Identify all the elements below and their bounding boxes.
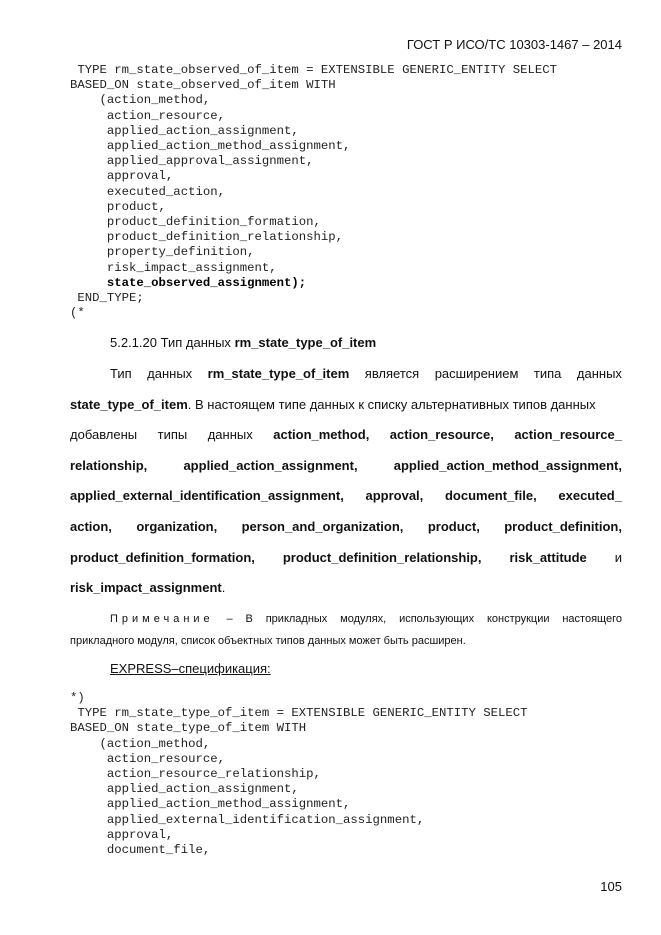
word: данных bbox=[147, 366, 193, 381]
word: risk_attitude bbox=[509, 549, 587, 565]
word: applied_action_method_assignment, bbox=[393, 457, 622, 473]
express-code-block-1 bbox=[70, 63, 557, 321]
code-line: TYPE rm_state_type_of_item = EXTENSIBLE GENERIC_ENTITY SELECT bbox=[70, 706, 528, 721]
word: конструкции bbox=[486, 613, 550, 625]
paragraph-line bbox=[70, 573, 622, 604]
code-line: applied_action_method_assignment, bbox=[70, 139, 351, 154]
word: . bbox=[221, 580, 226, 596]
word: является bbox=[364, 366, 420, 381]
code-line: TYPE rm_state_observed_of_item = EXTENSIBLE GENERIC_ENTITY SELECT bbox=[70, 63, 558, 77]
paragraph-line bbox=[70, 420, 622, 451]
word: модулях, bbox=[340, 613, 387, 625]
text-run: . В настоящем типе данных к списку альтернативных типов данных bbox=[187, 396, 596, 412]
code-line: (action_method, bbox=[70, 93, 211, 108]
code-line: BASED_ON state_observed_of_item WITH bbox=[70, 78, 336, 93]
code-line: risk_impact_assignment, bbox=[70, 260, 277, 275]
word: прикладных bbox=[265, 613, 328, 625]
word: person_and_organization, bbox=[241, 518, 404, 534]
word: action_resource_ bbox=[514, 427, 622, 443]
code-line: state_observed_assignment); bbox=[70, 275, 307, 290]
word: и bbox=[614, 549, 622, 565]
word: добавлены bbox=[70, 427, 138, 443]
word: product, bbox=[427, 518, 480, 534]
word: action_resource, bbox=[389, 427, 494, 443]
code-line: product_definition_formation, bbox=[70, 215, 321, 230]
code-line: applied_external_identification_assignment, bbox=[70, 812, 425, 827]
code-line: applied_action_method_assignment, bbox=[70, 797, 351, 812]
note-label: Примечание bbox=[110, 613, 214, 625]
express-code-block-2 bbox=[70, 691, 528, 858]
section-number: 5.2.1.20 bbox=[110, 335, 157, 350]
word: типа bbox=[533, 366, 562, 381]
note-line bbox=[70, 630, 622, 652]
note-line bbox=[70, 608, 622, 630]
note-text: прикладного модуля, список объектных типов данных может быть расширен. bbox=[70, 635, 466, 647]
word: document_file, bbox=[444, 488, 537, 504]
paragraph-line bbox=[70, 512, 622, 543]
code-line: BASED_ON state_type_of_item WITH bbox=[70, 721, 307, 736]
word: applied_action_assignment, bbox=[183, 457, 358, 473]
code-line: product, bbox=[70, 199, 166, 214]
word: relationship, bbox=[70, 457, 148, 473]
word: product_definition_relationship, bbox=[282, 549, 482, 565]
word: action_method, bbox=[273, 427, 370, 443]
note-block bbox=[70, 608, 622, 652]
word: state_type_of_item bbox=[70, 396, 188, 412]
word: расширением bbox=[434, 366, 519, 381]
word: типы bbox=[157, 427, 188, 443]
code-line: action_resource, bbox=[70, 108, 225, 123]
note-dash: – bbox=[226, 613, 233, 625]
code-line: (* bbox=[70, 306, 85, 321]
code-line: document_file, bbox=[70, 843, 211, 858]
word: настоящего bbox=[562, 613, 622, 625]
code-line: *) bbox=[70, 691, 85, 705]
section-heading bbox=[110, 335, 376, 350]
code-line: product_definition_relationship, bbox=[70, 230, 344, 245]
word: organization, bbox=[136, 518, 218, 534]
code-line: property_definition, bbox=[70, 245, 255, 260]
code-line: action_resource_relationship, bbox=[70, 767, 321, 782]
paragraph-line bbox=[70, 390, 622, 421]
word: данных bbox=[207, 427, 253, 443]
code-line: applied_action_assignment, bbox=[70, 782, 299, 797]
code-line: action_resource, bbox=[70, 751, 225, 766]
code-line: (action_method, bbox=[70, 736, 211, 751]
document-header: ГОСТ Р ИСО/ТС 10303-1467 – 2014 bbox=[406, 37, 622, 52]
word: Тип bbox=[110, 366, 132, 381]
code-line: approval, bbox=[70, 169, 174, 184]
word: использующих bbox=[399, 613, 475, 625]
code-line: applied_approval_assignment, bbox=[70, 154, 314, 169]
text-run bbox=[70, 573, 225, 604]
word: risk_impact_assignment bbox=[70, 580, 222, 596]
paragraph-line bbox=[70, 451, 622, 482]
word: rm_state_type_of_item bbox=[207, 366, 350, 381]
code-line: END_TYPE; bbox=[70, 291, 144, 306]
express-spec-label: EXPRESS–спецификация: bbox=[110, 661, 271, 676]
code-line: applied_action_assignment, bbox=[70, 123, 299, 138]
code-line: approval, bbox=[70, 827, 174, 842]
word: данных bbox=[576, 366, 622, 381]
page-number: 105 bbox=[600, 879, 622, 894]
word: executed_ bbox=[558, 488, 622, 504]
text-run bbox=[70, 390, 596, 421]
paragraph-line bbox=[70, 543, 622, 574]
word: applied_external_identification_assignment, bbox=[70, 488, 344, 504]
word: approval, bbox=[365, 488, 424, 504]
word: product_definition_formation, bbox=[70, 549, 255, 565]
section-type-name: rm_state_type_of_item bbox=[234, 335, 377, 350]
word: product_definition, bbox=[504, 518, 622, 534]
code-line: executed_action, bbox=[70, 184, 225, 199]
paragraph-line bbox=[70, 359, 622, 390]
word: В bbox=[245, 613, 253, 625]
paragraph-line bbox=[70, 481, 622, 512]
body-paragraph bbox=[70, 359, 622, 604]
word: action, bbox=[70, 518, 112, 534]
section-label: Тип данных bbox=[160, 335, 231, 350]
